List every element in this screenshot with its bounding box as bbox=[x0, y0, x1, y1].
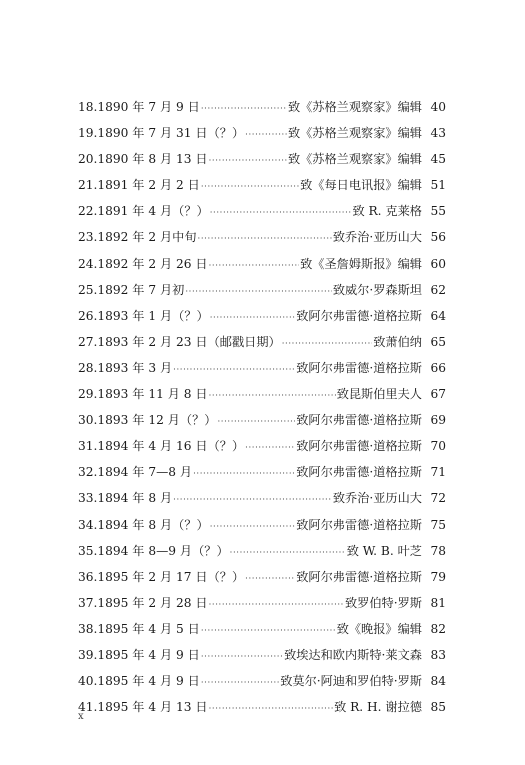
page-number-footer: x bbox=[78, 711, 84, 722]
entry-number: 18. bbox=[78, 100, 98, 114]
entry-number: 24. bbox=[78, 256, 98, 271]
dot-leader bbox=[209, 253, 300, 279]
entry-date: 1894 年 4 月 16 日（？） bbox=[97, 439, 245, 454]
entry-recipient: 致阿尔弗雷德·道格拉斯 bbox=[296, 360, 422, 375]
entry-number: 40. bbox=[78, 674, 98, 689]
dot-leader bbox=[185, 279, 331, 305]
entry-page-number: 84 bbox=[430, 674, 446, 689]
entry-recipient: 致阿尔弗雷德·道格拉斯 bbox=[296, 517, 422, 532]
dot-leader bbox=[210, 200, 352, 226]
entry-number: 29. bbox=[78, 387, 98, 402]
entry-date: 1895 年 4 月 13 日 bbox=[97, 700, 208, 715]
entry-recipient: 致《晚报》编辑 bbox=[336, 621, 422, 636]
dot-leader bbox=[201, 670, 279, 696]
entry-date: 1892 年 2 月中旬 bbox=[97, 230, 197, 245]
dot-leader bbox=[210, 305, 296, 331]
entry-date: 1894 年 8—9 月（？） bbox=[97, 543, 229, 558]
dot-leader bbox=[173, 357, 295, 383]
entry-date: 1892 年 2 月 26 日 bbox=[97, 256, 208, 271]
entry-number: 27. bbox=[78, 334, 98, 349]
toc-entry bbox=[78, 303, 446, 329]
entry-recipient: 致乔治·亚历山大 bbox=[332, 230, 422, 245]
entry-page-number: 71 bbox=[430, 465, 446, 480]
entry-page-number: 55 bbox=[430, 204, 446, 219]
entry-recipient: 致阿尔弗雷德·道格拉斯 bbox=[296, 569, 422, 584]
toc-entry bbox=[78, 694, 446, 720]
entry-number: 32. bbox=[78, 465, 98, 480]
entry-recipient: 致 R. H. 谢拉德 bbox=[334, 700, 422, 715]
toc-entry bbox=[78, 642, 446, 668]
toc-entry bbox=[78, 277, 446, 303]
dot-leader bbox=[193, 461, 295, 487]
dot-leader bbox=[198, 226, 332, 252]
dot-leader bbox=[217, 409, 295, 435]
toc-entry bbox=[78, 355, 446, 381]
entry-recipient: 致莫尔·阿迪和罗伯特·罗斯 bbox=[280, 674, 422, 689]
entry-page-number: 67 bbox=[430, 387, 446, 402]
entry-date: 1893 年 2 月 23 日（邮戳日期） bbox=[97, 334, 281, 349]
entry-date: 1895 年 4 月 9 日 bbox=[97, 647, 200, 662]
toc-entry bbox=[78, 564, 446, 590]
entry-recipient: 致乔治·亚历山大 bbox=[332, 491, 422, 506]
entry-date: 1894 年 8 月（？） bbox=[97, 517, 209, 532]
toc-entry bbox=[78, 251, 446, 277]
entry-page-number: 60 bbox=[430, 256, 446, 271]
entry-recipient: 致《每日电讯报》编辑 bbox=[300, 178, 422, 193]
entry-date: 1894 年 7—8 月 bbox=[97, 465, 193, 480]
entry-recipient: 致阿尔弗雷德·道格拉斯 bbox=[296, 413, 422, 428]
entry-recipient: 致《苏格兰观察家》编辑 bbox=[287, 152, 422, 167]
entry-date: 1895 年 2 月 28 日 bbox=[97, 595, 208, 610]
entry-date: 1890 年 7 月 9 日 bbox=[97, 100, 200, 114]
dot-leader bbox=[209, 592, 344, 618]
dot-leader bbox=[245, 566, 295, 592]
toc-entry bbox=[78, 407, 446, 433]
dot-leader bbox=[201, 96, 287, 122]
entry-date: 1893 年 11 月 8 日 bbox=[97, 387, 208, 402]
entry-page-number: 72 bbox=[430, 491, 446, 506]
dot-leader bbox=[173, 487, 332, 513]
entry-recipient: 致《苏格兰观察家》编辑 bbox=[287, 100, 422, 114]
toc-entry bbox=[78, 224, 446, 250]
entry-number: 37. bbox=[78, 595, 98, 610]
entry-number: 38. bbox=[78, 621, 98, 636]
entry-number: 23. bbox=[78, 230, 98, 245]
toc-entry bbox=[78, 120, 446, 146]
dot-leader bbox=[210, 514, 296, 540]
entry-recipient: 致威尔·罗森斯坦 bbox=[332, 282, 422, 297]
entry-recipient: 致阿尔弗雷德·道格拉斯 bbox=[296, 439, 422, 454]
dot-leader bbox=[230, 540, 346, 566]
entry-number: 39. bbox=[78, 647, 98, 662]
entry-number: 33. bbox=[78, 491, 98, 506]
entry-page-number: 81 bbox=[430, 595, 446, 610]
entry-date: 1891 年 2 月 2 日 bbox=[97, 178, 200, 193]
entry-number: 31. bbox=[78, 439, 98, 454]
entry-number: 22. bbox=[78, 204, 98, 219]
dot-leader bbox=[245, 122, 287, 148]
entry-date: 1895 年 4 月 5 日 bbox=[97, 621, 200, 636]
toc-entry bbox=[78, 94, 446, 120]
toc-entry bbox=[78, 485, 446, 511]
entry-page-number: 66 bbox=[430, 360, 446, 375]
entry-number: 25. bbox=[78, 282, 98, 297]
toc-entry bbox=[78, 146, 446, 172]
entry-page-number: 65 bbox=[430, 334, 446, 349]
toc-entry bbox=[78, 538, 446, 564]
entry-number: 36. bbox=[78, 569, 98, 584]
entry-page-number: 62 bbox=[430, 282, 446, 297]
entry-page-number: 64 bbox=[430, 308, 446, 323]
entry-recipient: 致《苏格兰观察家》编辑 bbox=[287, 126, 422, 141]
entry-date: 1893 年 1 月（？） bbox=[97, 308, 209, 323]
toc-entry bbox=[78, 198, 446, 224]
entry-number: 34. bbox=[78, 517, 98, 532]
toc-entry bbox=[78, 381, 446, 407]
entry-page-number: 51 bbox=[430, 178, 446, 193]
toc-entry bbox=[78, 329, 446, 355]
entry-number: 28. bbox=[78, 360, 98, 375]
dot-leader bbox=[201, 644, 283, 670]
entry-recipient: 致昆斯伯里夫人 bbox=[336, 387, 422, 402]
entry-recipient: 致罗伯特·罗斯 bbox=[345, 595, 422, 610]
entry-date: 1893 年 3 月 bbox=[97, 360, 173, 375]
entry-page-number: 70 bbox=[430, 439, 446, 454]
entry-date: 1893 年 12 月（？） bbox=[97, 413, 217, 428]
entry-page-number: 40 bbox=[430, 100, 446, 114]
entry-number: 41. bbox=[78, 700, 98, 715]
entry-page-number: 83 bbox=[430, 647, 446, 662]
entry-number: 21. bbox=[78, 178, 98, 193]
dot-leader bbox=[209, 148, 287, 174]
entry-date: 1892 年 7 月初 bbox=[97, 282, 185, 297]
entry-recipient: 致 R. 克莱格 bbox=[352, 204, 422, 219]
entry-number: 19. bbox=[78, 126, 98, 141]
entry-page-number: 56 bbox=[430, 230, 446, 245]
entry-page-number: 45 bbox=[430, 152, 446, 167]
entry-page-number: 82 bbox=[430, 621, 446, 636]
toc-entry bbox=[78, 590, 446, 616]
entry-recipient: 致 W. B. 叶芝 bbox=[346, 543, 422, 558]
entry-page-number: 78 bbox=[430, 543, 446, 558]
entry-recipient: 致《圣詹姆斯报》编辑 bbox=[300, 256, 422, 271]
entry-recipient: 致阿尔弗雷德·道格拉斯 bbox=[296, 465, 422, 480]
entry-number: 30. bbox=[78, 413, 98, 428]
toc-entry bbox=[78, 172, 446, 198]
entry-recipient: 致阿尔弗雷德·道格拉斯 bbox=[296, 308, 422, 323]
dot-leader bbox=[282, 331, 373, 357]
table-of-contents bbox=[78, 94, 446, 720]
entry-recipient: 致埃达和欧内斯特·莱文森 bbox=[284, 647, 422, 662]
dot-leader bbox=[209, 696, 333, 722]
entry-page-number: 69 bbox=[430, 413, 446, 428]
entry-date: 1894 年 8 月 bbox=[97, 491, 173, 506]
entry-date: 1895 年 4 月 9 日 bbox=[97, 674, 200, 689]
toc-entry bbox=[78, 668, 446, 694]
entry-page-number: 85 bbox=[430, 700, 446, 715]
entry-page-number: 75 bbox=[430, 517, 446, 532]
entry-page-number: 43 bbox=[430, 126, 446, 141]
dot-leader bbox=[201, 618, 336, 644]
dot-leader bbox=[201, 174, 299, 200]
toc-entry bbox=[78, 433, 446, 459]
toc-entry bbox=[78, 512, 446, 538]
entry-recipient: 致萧伯纳 bbox=[373, 334, 422, 349]
entry-date: 1895 年 2 月 17 日（？） bbox=[97, 569, 245, 584]
entry-number: 20. bbox=[78, 152, 98, 167]
dot-leader bbox=[245, 435, 295, 461]
entry-page-number: 79 bbox=[430, 569, 446, 584]
toc-entry bbox=[78, 459, 446, 485]
toc-entry bbox=[78, 616, 446, 642]
entry-number: 35. bbox=[78, 543, 98, 558]
entry-date: 1891 年 4 月（？） bbox=[97, 204, 209, 219]
dot-leader bbox=[209, 383, 336, 409]
entry-number: 26. bbox=[78, 308, 98, 323]
entry-date: 1890 年 7 月 31 日（？） bbox=[97, 126, 245, 141]
entry-date: 1890 年 8 月 13 日 bbox=[97, 152, 208, 167]
